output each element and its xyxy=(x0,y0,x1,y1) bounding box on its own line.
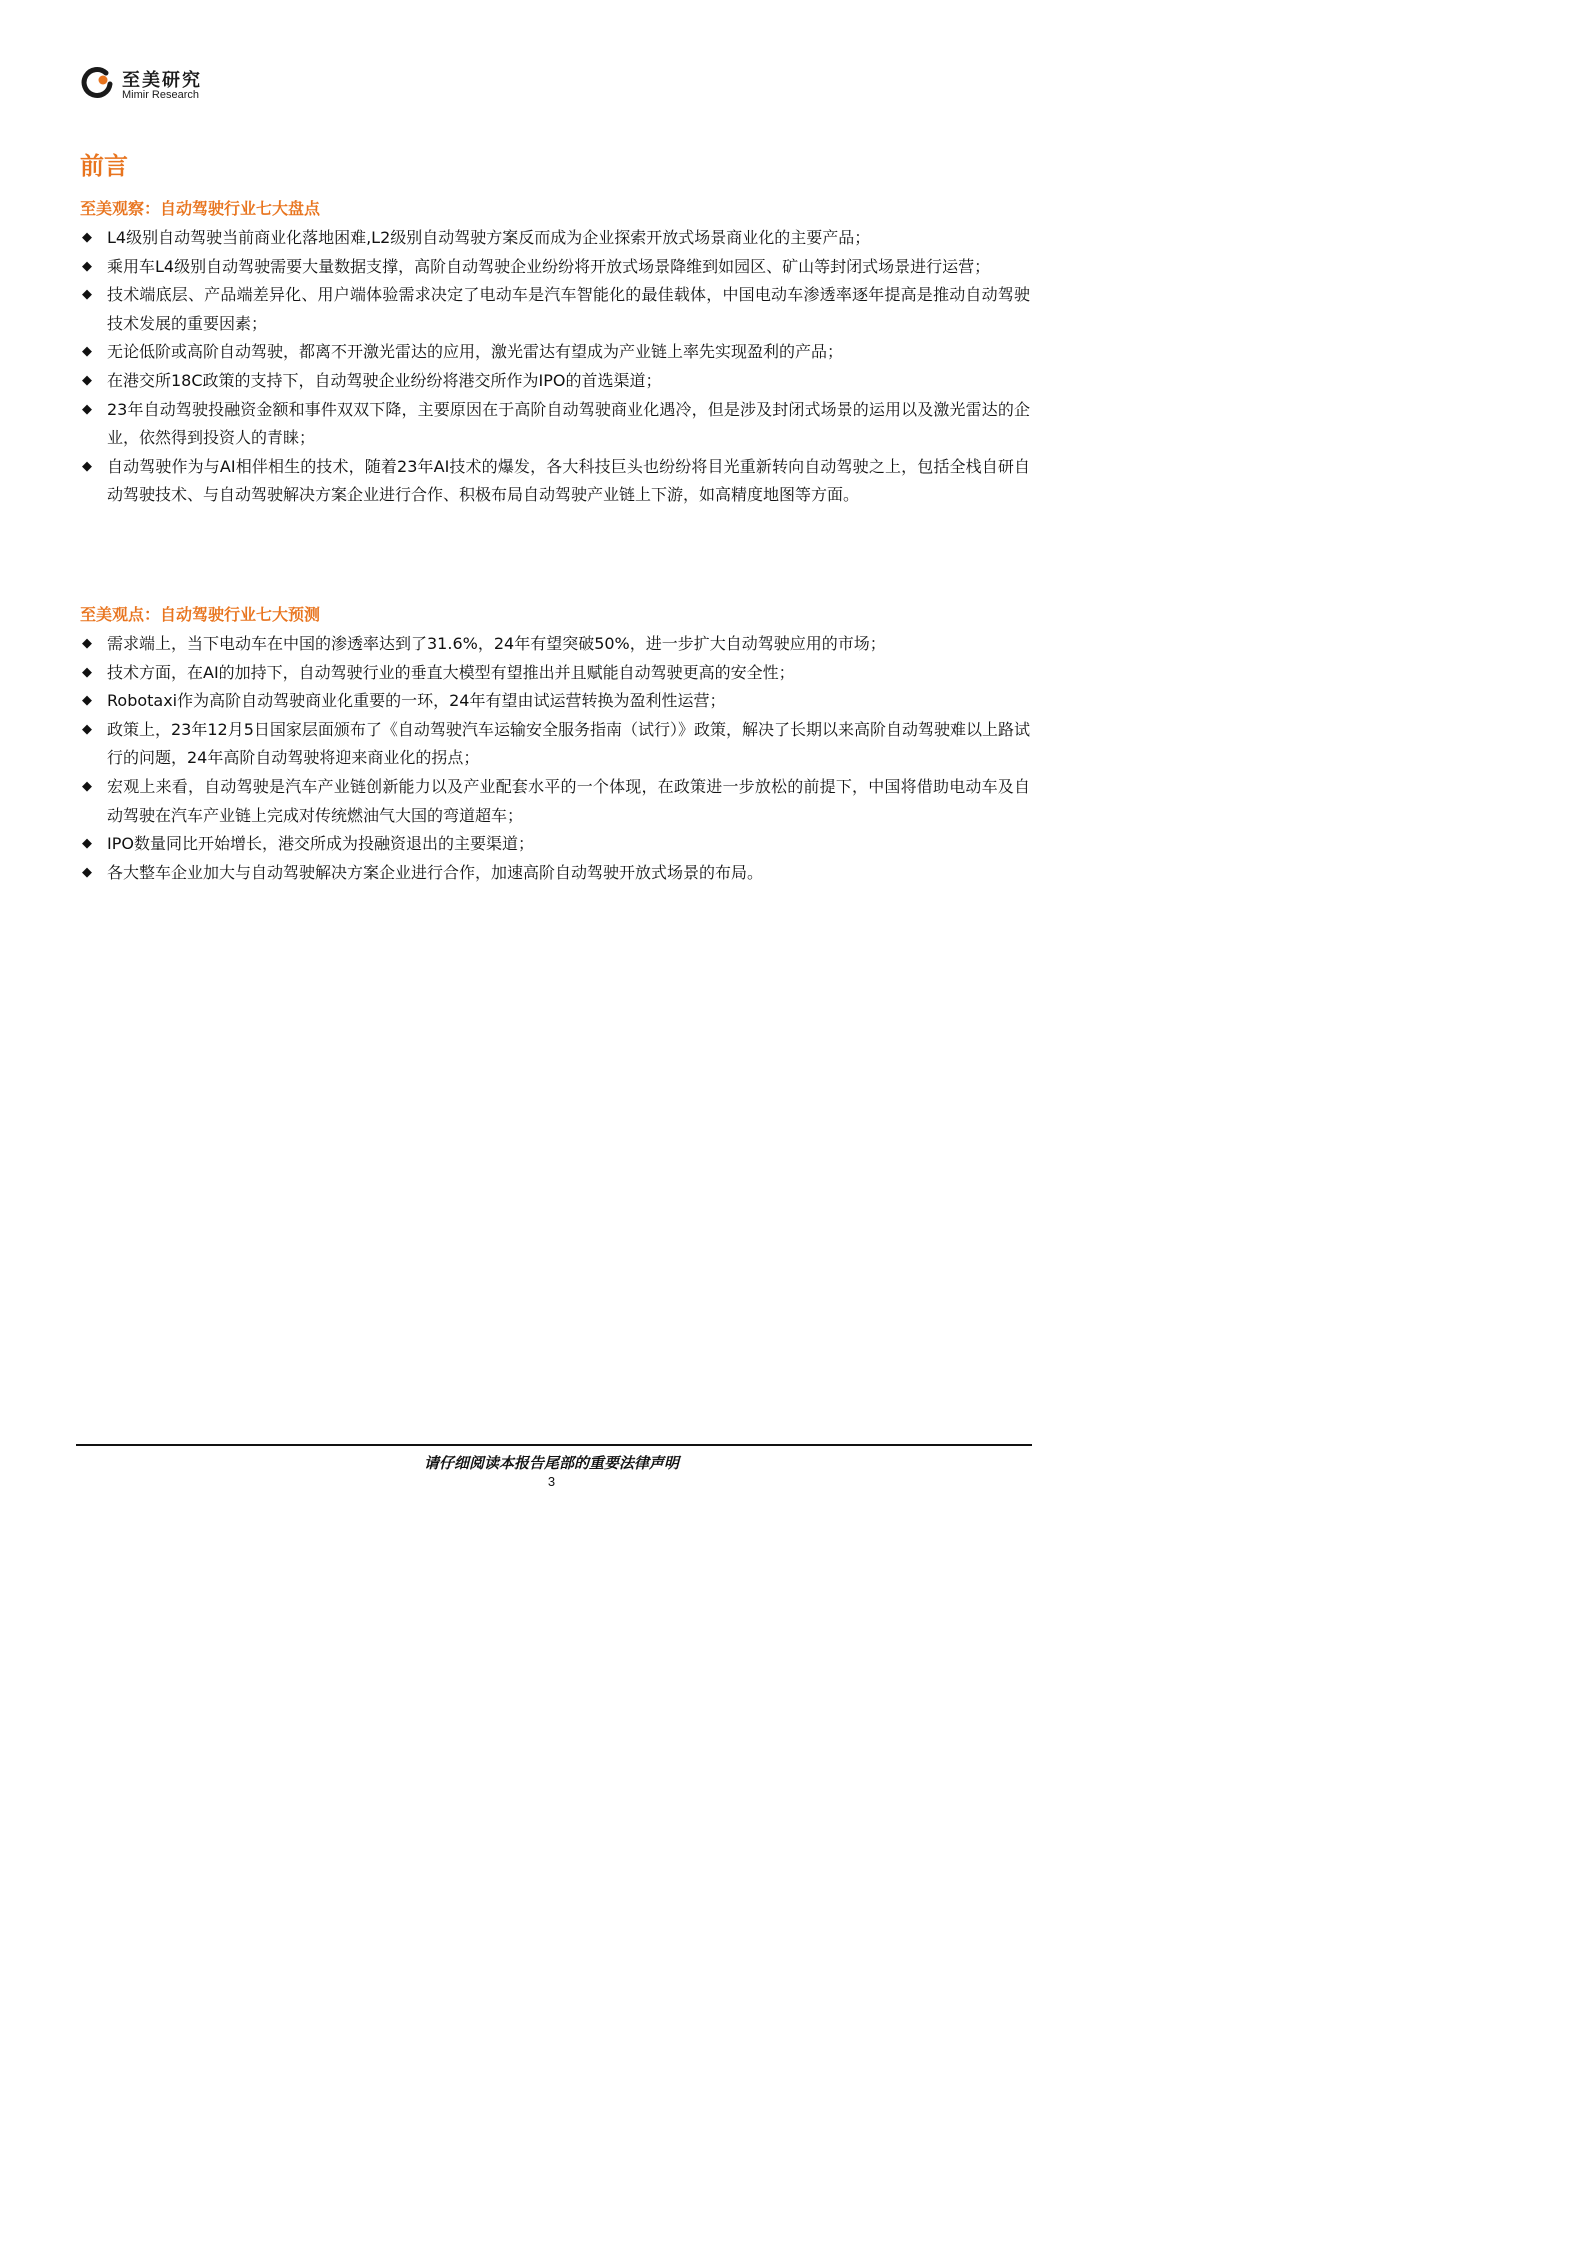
list-item-text: 乘用车L4级别自动驾驶需要大量数据支撑，高阶自动驾驶企业纷纷将开放式场景降维到如园区、矿山等封闭式场景进行运营； xyxy=(107,256,991,276)
diamond-bullet-icon: ◆ xyxy=(82,372,92,388)
list-item xyxy=(80,253,1030,282)
diamond-bullet-icon: ◆ xyxy=(82,664,92,680)
diamond-bullet-icon: ◆ xyxy=(82,344,92,360)
list-item-text: 在港交所18C政策的支持下，自动驾驶企业纷纷将港交所作为IPO的首选渠道； xyxy=(107,370,662,390)
list-item xyxy=(80,830,1030,859)
list-item xyxy=(80,396,1030,453)
list-item-text: Robotaxi作为高阶自动驾驶商业化重要的一环，24年有望由试运营转换为盈利性运营； xyxy=(107,691,726,711)
diamond-bullet-icon: ◆ xyxy=(82,778,92,794)
section-heading-predictions: 至美观点：自动驾驶行业七大预测 xyxy=(80,605,321,624)
list-item-text: 各大整车企业加大与自动驾驶解决方案企业进行合作，加速高阶自动驾驶开放式场景的布局。 xyxy=(107,862,764,882)
diamond-bullet-icon: ◆ xyxy=(82,864,92,880)
list-item xyxy=(80,338,1030,367)
diamond-bullet-icon: ◆ xyxy=(82,636,92,651)
list-item-text: 23年自动驾驶投融资金额和事件双双下降，主要原因在于高阶自动驾驶商业化遇冷，但是涉及封闭式场景的运用以及激光雷达的企业，依然得到投资人的青睐； xyxy=(107,399,1030,448)
diamond-bullet-icon: ◆ xyxy=(82,287,92,303)
list-item-text: 技术方面，在AI的加持下，自动驾驶行业的垂直大模型有望推出并且赋能自动驾驶更高的安全性； xyxy=(107,662,795,682)
brand-logo xyxy=(80,66,280,106)
list-item xyxy=(80,367,1030,396)
list-item-text: L4级别自动驾驶当前商业化落地困难,L2级别自动驾驶方案反而成为企业探索开放式场景商业化的主要产品； xyxy=(107,228,871,247)
diamond-bullet-icon: ◆ xyxy=(82,458,92,474)
diamond-bullet-icon: ◆ xyxy=(82,836,92,852)
brand-name-cn: 至美研究 xyxy=(122,70,202,91)
list-item xyxy=(80,716,1030,773)
diamond-bullet-icon: ◆ xyxy=(82,401,92,417)
list-item xyxy=(80,773,1030,830)
list-item-text: 无论低阶或高阶自动驾驶，都离不开激光雷达的应用，激光雷达有望成为产业链上率先实现盈利的产品； xyxy=(107,342,844,362)
footer-divider xyxy=(76,1444,1032,1446)
diamond-bullet-icon: ◆ xyxy=(82,693,92,709)
list-item xyxy=(80,281,1030,338)
page-number: 3 xyxy=(547,1474,556,1489)
list-item xyxy=(80,630,1030,659)
page-title: 前言 xyxy=(80,152,128,180)
legal-notice: 请仔细阅读本报告尾部的重要法律声明 xyxy=(423,1454,679,1472)
list-item-text: 需求端上，当下电动车在中国的渗透率达到了31.6%，24年有望突破50%，进一步扩大自动驾驶应用的市场； xyxy=(107,634,886,653)
list-item-text: 政策上，23年12月5日国家层面颁布了《自动驾驶汽车运输安全服务指南（试行）》政策，解决了长期以来高阶自动驾驶难以上路试行的问题，24年高阶自动驾驶将迎来商业化的拐点； xyxy=(107,719,1030,768)
list-item-text: IPO数量同比开始增长，港交所成为投融资退出的主要渠道； xyxy=(107,834,534,854)
brand-name-en: Mimir Research xyxy=(122,89,200,101)
list-item xyxy=(80,453,1030,510)
diamond-bullet-icon: ◆ xyxy=(82,721,92,737)
mimir-logo-icon xyxy=(80,66,116,102)
list-item-text: 自动驾驶作为与AI相伴相生的技术，随着23年AI技术的爆发，各大科技巨头也纷纷将目光重新转向自动驾驶之上，包括全栈自研自动驾驶技术、与自动驾驶解决方案企业进行合作、积极布局自动驾驶产业链上下游，如高精度地图等方面。 xyxy=(107,456,1030,505)
diamond-bullet-icon: ◆ xyxy=(82,230,92,245)
section-heading-observations: 至美观察：自动驾驶行业七大盘点 xyxy=(80,199,321,218)
observations-list xyxy=(80,224,1030,510)
predictions-list xyxy=(80,630,1030,887)
list-item xyxy=(80,224,1030,253)
list-item xyxy=(80,687,1030,716)
list-item xyxy=(80,659,1030,688)
diamond-bullet-icon: ◆ xyxy=(82,258,92,274)
list-item-text: 宏观上来看，自动驾驶是汽车产业链创新能力以及产业配套水平的一个体现，在政策进一步放松的前提下，中国将借助电动车及自动驾驶在汽车产业链上完成对传统燃油气大国的弯道超车； xyxy=(107,776,1030,825)
list-item xyxy=(80,859,1030,888)
list-item-text: 技术端底层、产品端差异化、用户端体验需求决定了电动车是汽车智能化的最佳载体，中国电动车渗透率逐年提高是推动自动驾驶技术发展的重要因素； xyxy=(107,285,1030,333)
